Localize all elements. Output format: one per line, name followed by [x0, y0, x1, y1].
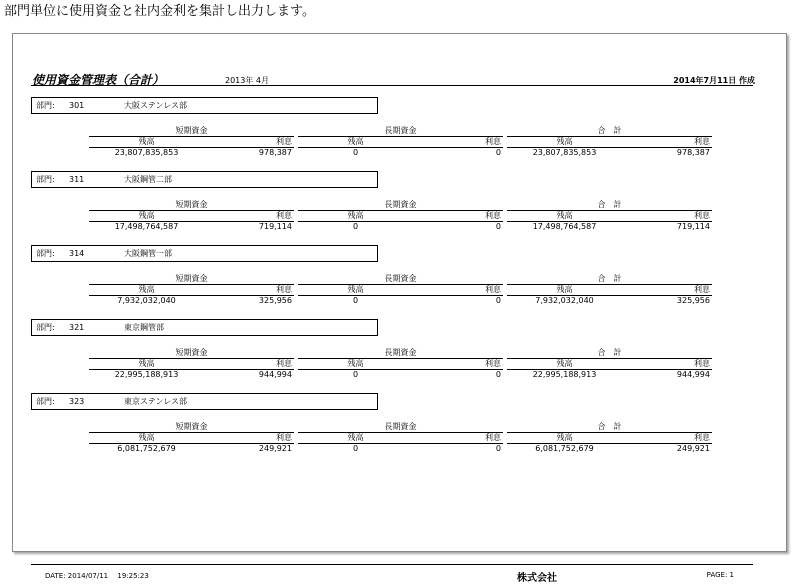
total-heading: 合 計 [507, 126, 712, 137]
department-label: 部門: [36, 175, 55, 184]
long-interest-value: 0 [495, 444, 501, 453]
total-heading: 合 計 [507, 348, 712, 359]
balance-header: 残高 [347, 433, 364, 442]
department-code: 314 [69, 249, 85, 258]
department-box [31, 97, 378, 114]
long-term-group [298, 422, 503, 454]
department-code: 301 [69, 101, 85, 110]
balance-header: 残高 [138, 211, 155, 220]
total-group [507, 126, 712, 158]
short-term-group [89, 274, 294, 306]
balance-header: 残高 [347, 137, 364, 146]
department-code: 321 [69, 323, 85, 332]
total-heading: 合 計 [507, 274, 712, 285]
interest-header: 利息 [276, 137, 292, 146]
department-name: 東京ステンレス部 [124, 397, 187, 406]
total-interest-value: 325,956 [676, 296, 710, 305]
long-interest-value: 0 [495, 148, 501, 157]
long-balance-value: 0 [352, 148, 359, 157]
short-term-heading: 短期資金 [89, 348, 294, 359]
department-name: 大阪鋼管二部 [124, 175, 172, 184]
long-term-heading: 長期資金 [298, 126, 503, 137]
department-box [31, 319, 378, 336]
balance-header: 残高 [138, 433, 155, 442]
total-heading: 合 計 [507, 422, 712, 433]
long-term-heading: 長期資金 [298, 422, 503, 433]
long-balance-value: 0 [352, 222, 359, 231]
short-term-heading: 短期資金 [89, 126, 294, 137]
department-name: 大阪鋼管一部 [124, 249, 172, 258]
interest-header: 利息 [485, 433, 501, 442]
short-balance-value: 6,081,752,679 [117, 444, 176, 453]
short-interest-value: 249,921 [258, 444, 292, 453]
short-balance-value: 17,498,764,587 [114, 222, 179, 231]
long-balance-value: 0 [352, 296, 359, 305]
short-term-heading: 短期資金 [89, 200, 294, 211]
balance-header: 残高 [556, 433, 573, 442]
total-balance-value: 22,995,188,913 [532, 370, 597, 379]
total-balance-value: 17,498,764,587 [532, 222, 597, 231]
short-interest-value: 978,387 [258, 148, 292, 157]
department-section [13, 318, 786, 392]
total-interest-value: 978,387 [676, 148, 710, 157]
balance-header: 残高 [556, 359, 573, 368]
long-interest-value: 0 [495, 296, 501, 305]
department-label: 部門: [36, 249, 55, 258]
interest-header: 利息 [485, 359, 501, 368]
short-balance-value: 7,932,032,040 [117, 296, 176, 305]
balance-header: 残高 [556, 211, 573, 220]
department-section [13, 244, 786, 318]
department-section [13, 392, 786, 466]
short-interest-value: 944,994 [258, 370, 292, 379]
department-box [31, 245, 378, 262]
long-term-heading: 長期資金 [298, 200, 503, 211]
total-interest-value: 249,921 [676, 444, 710, 453]
page-caption: 部門単位に使用資金と社内金利を集計し出力します。 [4, 4, 315, 19]
long-term-group [298, 274, 503, 306]
short-term-group [89, 348, 294, 380]
department-label: 部門: [36, 323, 55, 332]
long-balance-value: 0 [352, 370, 359, 379]
short-balance-value: 23,807,835,853 [114, 148, 179, 157]
interest-header: 利息 [485, 285, 501, 294]
interest-header: 利息 [694, 433, 710, 442]
interest-header: 利息 [694, 285, 710, 294]
balance-header: 残高 [138, 285, 155, 294]
footer-company: 株式会社 [517, 573, 557, 584]
long-interest-value: 0 [495, 222, 501, 231]
long-balance-value: 0 [352, 444, 359, 453]
total-interest-value: 944,994 [676, 370, 710, 379]
long-term-heading: 長期資金 [298, 274, 503, 285]
short-balance-value: 22,995,188,913 [114, 370, 179, 379]
report-title: 使用資金管理表（合計） [32, 73, 165, 87]
short-term-heading: 短期資金 [89, 422, 294, 433]
total-balance-value: 23,807,835,853 [532, 148, 597, 157]
report-period: 2013年 4月 [225, 76, 269, 85]
report-sheet [12, 33, 787, 584]
department-label: 部門: [36, 101, 55, 110]
short-term-heading: 短期資金 [89, 274, 294, 285]
report-created-date: 2014年7月11日 作成 [673, 76, 755, 85]
department-code: 311 [69, 175, 85, 184]
long-term-group [298, 200, 503, 232]
long-interest-value: 0 [495, 370, 501, 379]
total-group [507, 200, 712, 232]
department-label: 部門: [36, 397, 55, 406]
short-term-group [89, 422, 294, 454]
department-section [13, 96, 786, 170]
footer-date: DATE: 2014/07/11 19:25:23 [45, 572, 149, 580]
interest-header: 利息 [694, 211, 710, 220]
balance-header: 残高 [138, 137, 155, 146]
balance-header: 残高 [347, 359, 364, 368]
footer-divider [31, 564, 753, 565]
balance-header: 残高 [556, 137, 573, 146]
long-term-group [298, 348, 503, 380]
long-term-heading: 長期資金 [298, 348, 503, 359]
balance-header: 残高 [138, 359, 155, 368]
department-name: 東京鋼管部 [124, 323, 164, 332]
title-divider [31, 85, 753, 86]
department-name: 大阪ステンレス部 [124, 101, 187, 110]
balance-header: 残高 [556, 285, 573, 294]
short-interest-value: 719,114 [258, 222, 292, 231]
balance-header: 残高 [347, 211, 364, 220]
total-group [507, 274, 712, 306]
interest-header: 利息 [276, 359, 292, 368]
interest-header: 利息 [485, 137, 501, 146]
interest-header: 利息 [276, 285, 292, 294]
footer-page: PAGE: 1 [706, 571, 734, 579]
department-box [31, 171, 378, 188]
interest-header: 利息 [694, 137, 710, 146]
short-term-group [89, 126, 294, 158]
department-sections [13, 96, 786, 466]
total-balance-value: 7,932,032,040 [535, 296, 594, 305]
total-group [507, 348, 712, 380]
balance-header: 残高 [347, 285, 364, 294]
total-interest-value: 719,114 [676, 222, 710, 231]
short-interest-value: 325,956 [258, 296, 292, 305]
short-term-group [89, 200, 294, 232]
interest-header: 利息 [485, 211, 501, 220]
department-box [31, 393, 378, 410]
department-code: 323 [69, 397, 85, 406]
department-section [13, 170, 786, 244]
total-balance-value: 6,081,752,679 [535, 444, 594, 453]
long-term-group [298, 126, 503, 158]
interest-header: 利息 [276, 211, 292, 220]
total-group [507, 422, 712, 454]
interest-header: 利息 [694, 359, 710, 368]
interest-header: 利息 [276, 433, 292, 442]
total-heading: 合 計 [507, 200, 712, 211]
